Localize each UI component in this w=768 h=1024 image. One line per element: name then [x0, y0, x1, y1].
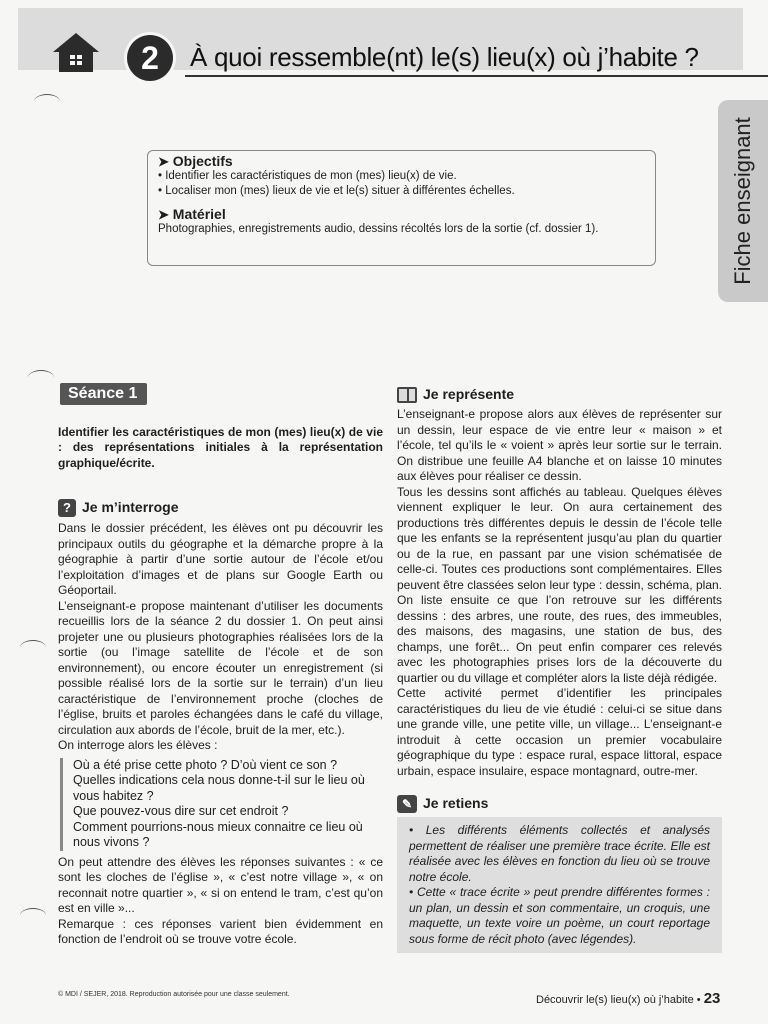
- right-column: [397, 383, 722, 953]
- paragraph: L’enseignant-e propose maintenant d’utiliser les documents recueillis lors de la séance 2 du dossier 1. On peut ainsi projeter une ou plusieurs photographies réalisées lors de la sortie (ou l’image satellite de l’école et de son environnement), ou encore écouter un enregistrement (si possible réalisé lors de la sortie sur le terrain) d’un lieu caractéristique de l’environnement proche (cloches de l’église, bruits et paroles échangées dans le café du village, circulation aux abords de l’école, bruit de la mer, etc.).: [58, 598, 383, 737]
- retiens-item: • Cette « trace écrite » peut prendre différentes formes : un plan, un dessin et son commentaire, un croquis, une maquette, un texte voire un poème, un court reportage sous forme de récit photo (avec légendes).: [409, 885, 710, 946]
- margin-mark: [34, 94, 60, 109]
- question-item: Où a été prise cette photo ? D’où vient ce son ?: [73, 757, 338, 772]
- paragraph: On interroge alors les élèves :: [58, 738, 218, 752]
- question-item: Comment pourrions-nous mieux connaitre ce lieu où nous vivons ?: [73, 819, 363, 849]
- pencil-icon: ✎: [397, 795, 417, 813]
- arrow-icon: ➤: [158, 207, 169, 222]
- margin-mark: [28, 370, 54, 385]
- materiel-heading: ➤ Matériel: [158, 206, 226, 222]
- header-rule: [185, 75, 768, 77]
- paragraph: Tous les dessins sont affichés au tableau. Quelques élèves viennent expliquer le leur. On aura certainement des productions très différentes depuis le dessin de l’école telle que les enfants se la représentent jusqu’au plan du quartier ou de la rue, en passant par une vision schématisée de celle-ci. Toutes ces productions sont complémentaires. Elles peuvent être classées selon leur type : dessin, schéma, plan. On liste ensuite ce que l’on retrouve sur les différents dessins : des arbres, une route, des rues, des immeubles, des maisons, des magasins, une station de bus, des champs, une forêt... On peut enfin comparer ces relevés avec les photographies prises lors de la découverte du quartier ou du village et compléter alors la liste déjà rédigée.: [397, 484, 722, 685]
- paragraph: Cette activité permet d’identifier les principales caractéristiques du lieu de vie étudié : celui-ci se situe dans une grande ville, une petite ville, un village... L’enseignant-e introduit à cette occasion un premier vocabulaire géographique du type : espace rural, espace littoral, espace urbain, espace insulaire, espace montagnard, outre-mer.: [397, 686, 722, 778]
- question-icon: ?: [58, 499, 76, 517]
- paragraph: Remarque : ces réponses varient bien évidemment en fonction de l’endroit où se trouve votre école.: [58, 916, 383, 946]
- retiens-heading: ✎ Je retiens: [397, 795, 722, 813]
- book-icon: [397, 387, 417, 403]
- objectives-heading: ➤ Objectifs: [158, 153, 233, 169]
- side-tab-label: Fiche enseignant: [730, 117, 755, 285]
- question-item: Que pouvez-vous dire sur cet endroit ?: [73, 804, 289, 818]
- paragraph: L’enseignant-e propose alors aux élèves de représenter sur un dessin, leur espace de vie entre leur « maison » et l’école, tel qu’ils le « voient » après leur sortie sur le terrain. On distribue une feuille A4 blanche et on laisse 10 minutes aux élèves pour réaliser ce dessin.: [397, 407, 722, 483]
- question-list: [60, 758, 383, 851]
- objective-item: • Identifier les caractéristiques de mon (mes) lieu(x) de vie.: [158, 170, 457, 182]
- materiel-text: Photographies, enregistrements audio, dessins récoltés lors de la sortie (cf. dossier 1).: [158, 223, 599, 235]
- copyright: © MDI / SEJER, 2018. Reproduction autorisée pour une classe seulement.: [58, 991, 290, 998]
- objective-item: • Localiser mon (mes) lieux de vie et le(s) situer à différentes échelles.: [158, 185, 515, 197]
- left-column: [58, 383, 383, 948]
- arrow-icon: ➤: [158, 154, 169, 169]
- house-icon: [50, 30, 102, 74]
- paragraph: Dans le dossier précédent, les élèves ont pu découvrir les principaux outils du géographe et la démarche propre à la géographie à partir d’une sortie autour de l’école et/ou l’exploitation d’images et de plans sur Google Earth ou Géoportail.: [58, 521, 383, 597]
- margin-mark: [20, 640, 46, 655]
- objectives-box: [147, 150, 656, 266]
- retiens-item: • Les différents éléments collectés et analysés permettent de réaliser une première trace écrite. Elle est réalisée avec les élèves en fonction du lieu où se trouve notre école.: [409, 823, 710, 884]
- retiens-box: [397, 817, 722, 953]
- interroge-heading: ? Je m’interroge: [58, 499, 383, 517]
- lesson-number: 2: [127, 35, 173, 81]
- page-title: À quoi ressemble(nt) le(s) lieu(x) où j’habite ?: [190, 42, 699, 72]
- seance-label: Séance 1: [60, 383, 147, 405]
- side-tab: [718, 100, 768, 302]
- running-title: Découvrir le(s) lieu(x) où j’habite •: [536, 994, 701, 1006]
- running-footer: [536, 990, 720, 1007]
- page-number: 23: [703, 990, 721, 1007]
- represente-heading: Je représente: [397, 387, 722, 403]
- paragraph: On peut attendre des élèves les réponses suivantes : « ce sont les cloches de l’église », « c’est notre village », « on reconnait notre quartier », « si on entend le tram, c’est qu’on est en ville »...: [58, 854, 383, 915]
- margin-mark: [20, 908, 46, 923]
- question-item: Quelles indications cela nous donne-t-il sur le lieu où vous habitez ?: [73, 773, 365, 803]
- seance-intro: Identifier les caractéristiques de mon (mes) lieu(x) de vie : des représentations initiales à la représentation graphique/écrite.: [58, 424, 383, 470]
